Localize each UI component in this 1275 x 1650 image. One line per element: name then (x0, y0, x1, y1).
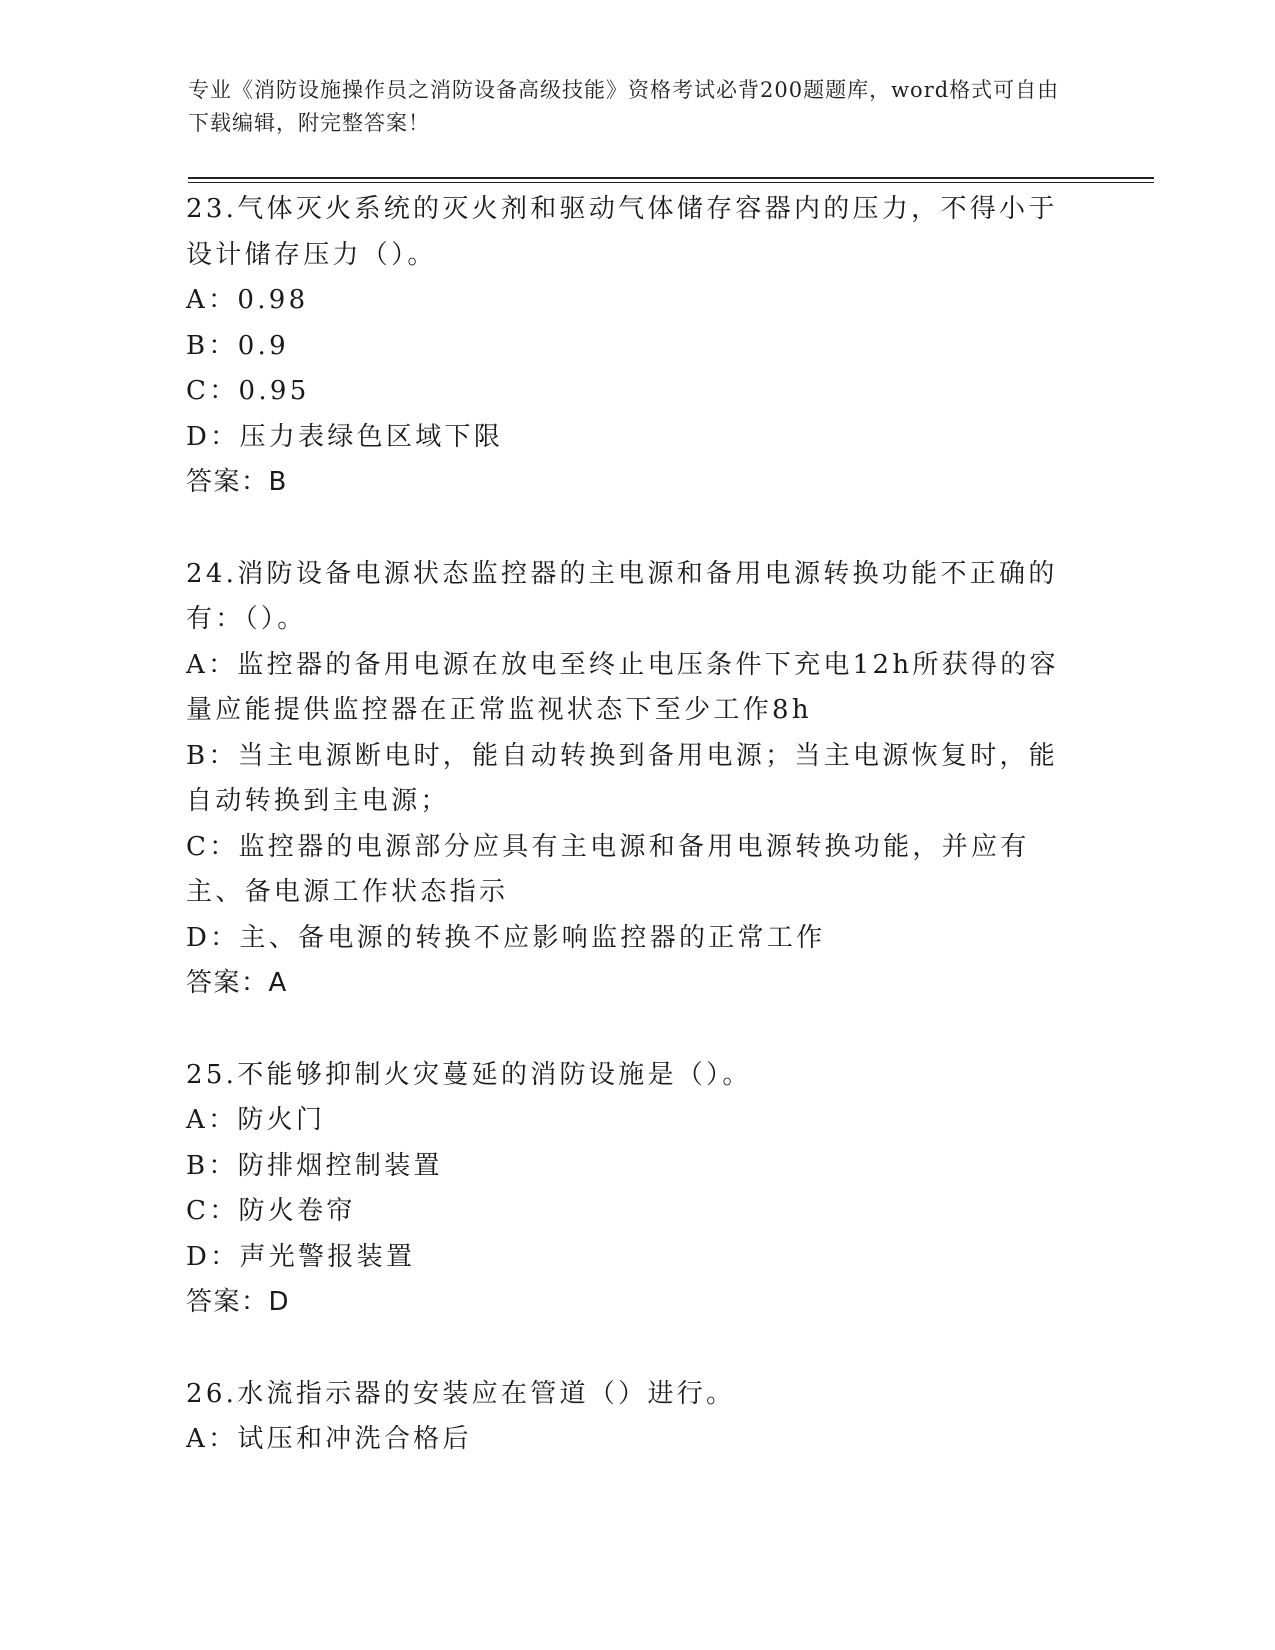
option-b: B：0.9 (186, 330, 289, 361)
header-divider-thin (188, 182, 1154, 183)
question-stem: 26.水流指示器的安装应在管道（）进行。 (186, 1378, 736, 1409)
question-stem: 25.不能够抑制火灾蔓延的消防设施是（）。 (186, 1059, 752, 1090)
option-b: B：当主电源断电时，能自动转换到备用电源；当主电源恢复时，能自动转换到主电源； (186, 740, 1059, 816)
option-c: C：防火卷帘 (186, 1196, 356, 1226)
option-a: A：防火门 (186, 1105, 326, 1135)
header-divider-thick (188, 177, 1154, 179)
option-c: C：监控器的电源部分应具有主电源和备用电源转换功能，并应有主、备电源工作状态指示 (186, 831, 1030, 907)
question-stem: 24.消防设备电源状态监控器的主电源和备用电源转换功能不正确的有：（）。 (186, 558, 1058, 634)
option-a: A：0.98 (186, 285, 309, 315)
option-c: C：0.95 (186, 376, 310, 406)
answer-line: 答案：B (186, 467, 288, 497)
option-a: A：试压和冲洗合格后 (186, 1424, 472, 1454)
question-stem: 23.气体灭火系统的灭火剂和驱动气体储存容器内的压力，不得小于设计储存压力（）。 (186, 194, 1058, 270)
option-b: B：防排烟控制装置 (186, 1150, 443, 1181)
option-d: D：压力表绿色区域下限 (186, 421, 504, 452)
answer-line: 答案：A (186, 968, 288, 998)
option-d: D：声光警报装置 (186, 1241, 416, 1272)
answer-line: 答案：D (186, 1287, 291, 1317)
question-list (186, 187, 1086, 1509)
question-25 (186, 1053, 1086, 1326)
document-header: 专业《消防设施操作员之消防设备高级技能》资格考试必背200题题库，word格式可自由下载编辑，附完整答案！ (188, 78, 1060, 135)
option-d: D：主、备电源的转换不应影响监控器的正常工作 (186, 922, 826, 953)
question-23 (186, 187, 1086, 506)
option-a: A：监控器的备用电源在放电至终止电压条件下充电12h所获得的容量应能提供监控器在正常监视状态下至少工作8h (186, 649, 1059, 725)
question-26 (186, 1372, 1086, 1463)
question-24 (186, 552, 1086, 1007)
